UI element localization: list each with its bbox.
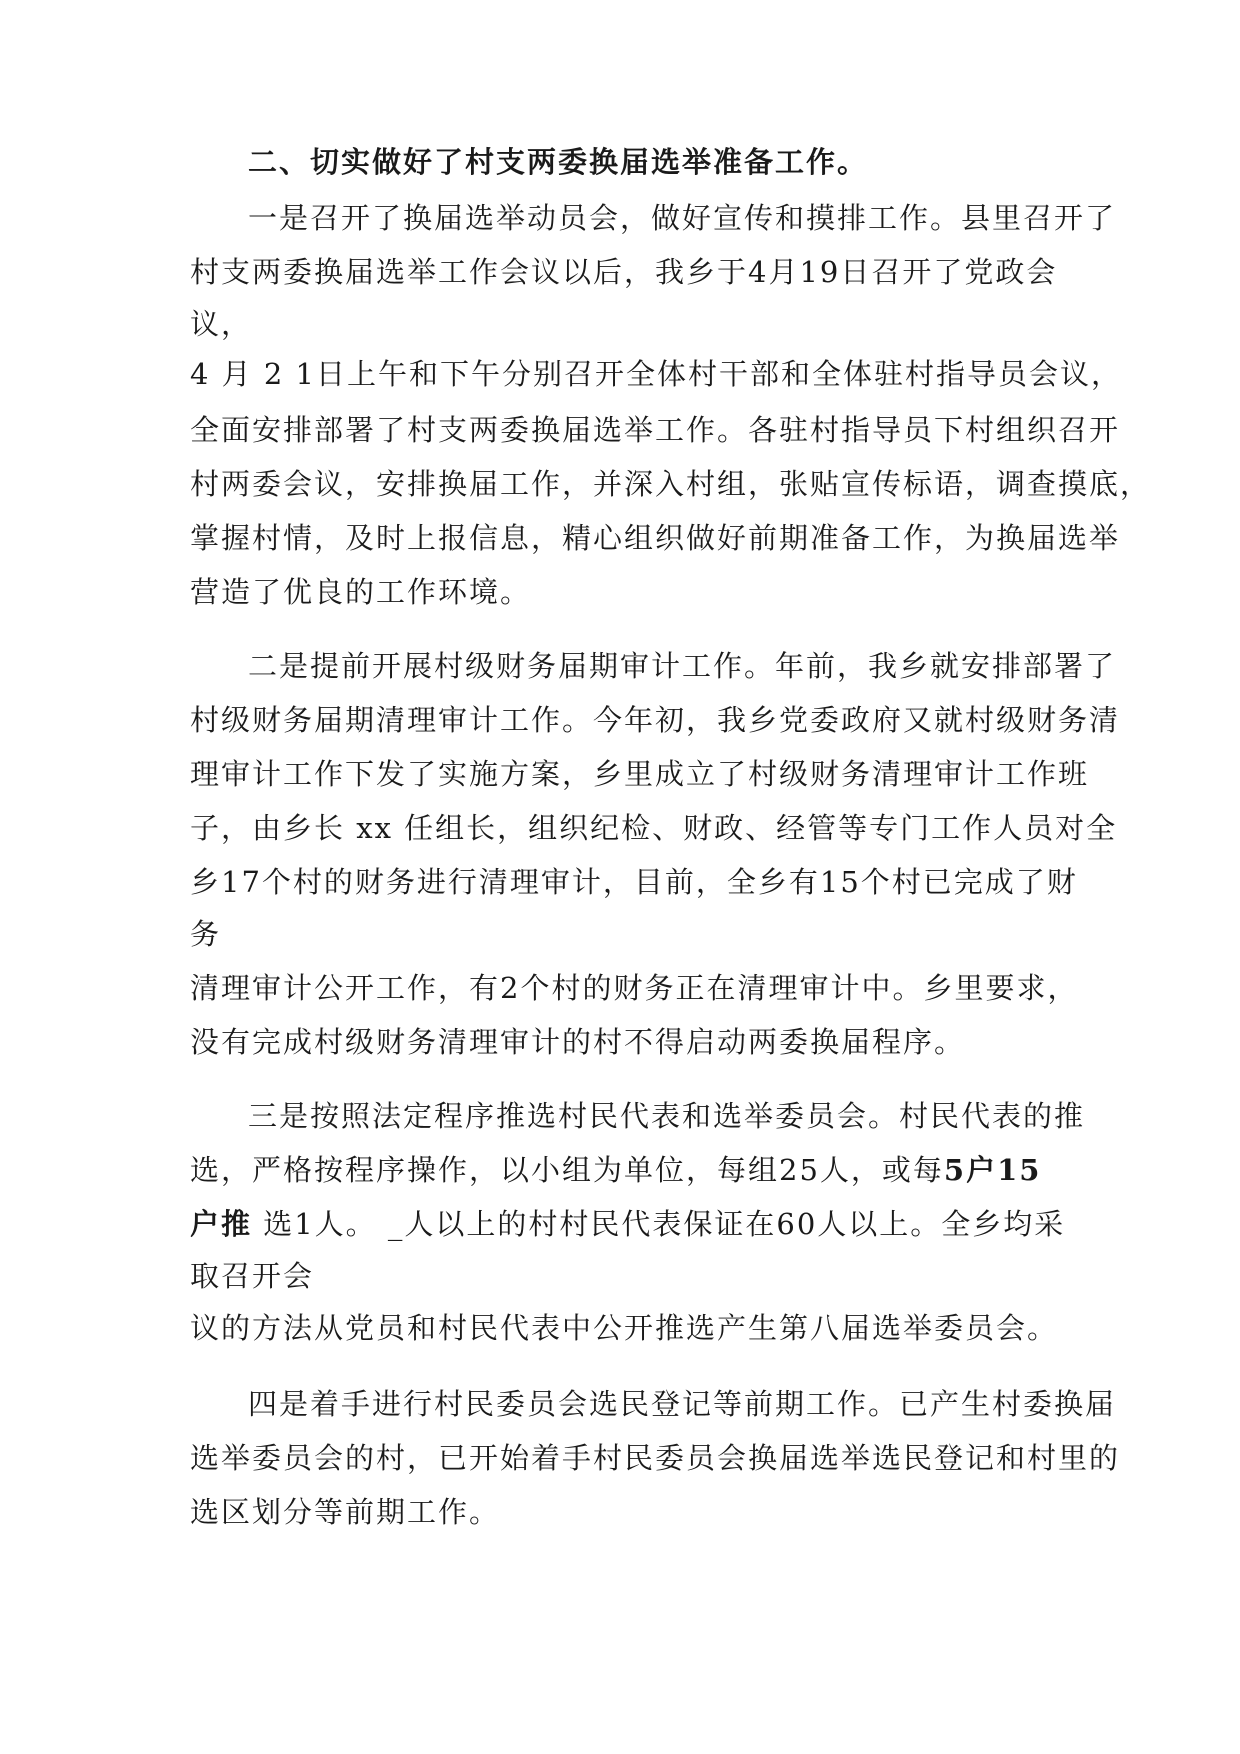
p1-line: 营造了优良的工作环境。 (190, 575, 532, 609)
p4-line: 选举委员会的村，已开始着手村民委员会换届选举选民登记和村里的 (190, 1441, 1121, 1475)
p1-line: 全面安排部署了村支两委换届选举工作。各驻村指导员下村组织召开 (190, 413, 1121, 447)
p3-line (190, 1204, 1065, 1244)
p3-bold-text: 户推 (190, 1207, 253, 1241)
p1-line: 议， (190, 307, 253, 341)
p2-line: 没有完成村级财务清理审计的村不得启动两委换届程序。 (190, 1025, 966, 1059)
p2-line: 务 (190, 917, 222, 951)
p4-line: 四是着手进行村民委员会选民登记等前期工作。已产生村委换届 (248, 1387, 1117, 1421)
p2-line: 清理审计公开工作，有2个村的财务正在清理审计中。乡里要求， (190, 971, 1079, 1005)
p2-line: 村级财务届期清理审计工作。今年初，我乡党委政府又就村级财务清 (190, 703, 1121, 737)
p1-line: 一是召开了换届选举动员会，做好宣传和摸排工作。县里召开了 (248, 201, 1117, 235)
p2-line: 理审计工作下发了实施方案，乡里成立了村级财务清理审计工作班 (190, 757, 1090, 791)
p2-line: 二是提前开展村级财务届期审计工作。年前，我乡就安排部署了 (248, 649, 1117, 683)
p3-text: 选1人。 _人以上的村村民代表保证在60人以上。全乡均采 (252, 1207, 1066, 1241)
p3-text: 选，严格按程序操作，以小组为单位，每组25人，或每 (190, 1153, 944, 1187)
p3-line: 三是按照法定程序推选村民代表和选举委员会。村民代表的推 (248, 1099, 1086, 1133)
p1-line: 村两委会议，安排换届工作，并深入村组，张贴宣传标语，调查摸底， (190, 467, 1152, 501)
section-heading: 二、切实做好了村支两委换届选举准备工作。 (248, 145, 869, 179)
p1-line: 村支两委换届选举工作会议以后，我乡于4月19日召开了党政会 (190, 255, 1058, 289)
p2-line: 子，由乡长 xx 任组长，组织纪检、财政、经管等专门工作人员对全 (190, 811, 1118, 845)
p3-line (190, 1150, 1041, 1190)
p1-line: 4 月 2 1日上午和下午分别召开全体村干部和全体驻村指导员会议， (190, 357, 1123, 391)
p1-line: 掌握村情，及时上报信息，精心组织做好前期准备工作，为换届选举 (190, 521, 1121, 555)
p3-line: 取召开会 (190, 1259, 315, 1293)
p3-line: 议的方法从党员和村民代表中公开推选产生第八届选举委员会。 (190, 1311, 1059, 1345)
p2-line: 乡17个村的财务进行清理审计，目前，全乡有15个村已完成了财 (190, 865, 1078, 899)
p4-line: 选区划分等前期工作。 (190, 1495, 501, 1529)
p3-bold-text: 5户15 (943, 1153, 1042, 1187)
